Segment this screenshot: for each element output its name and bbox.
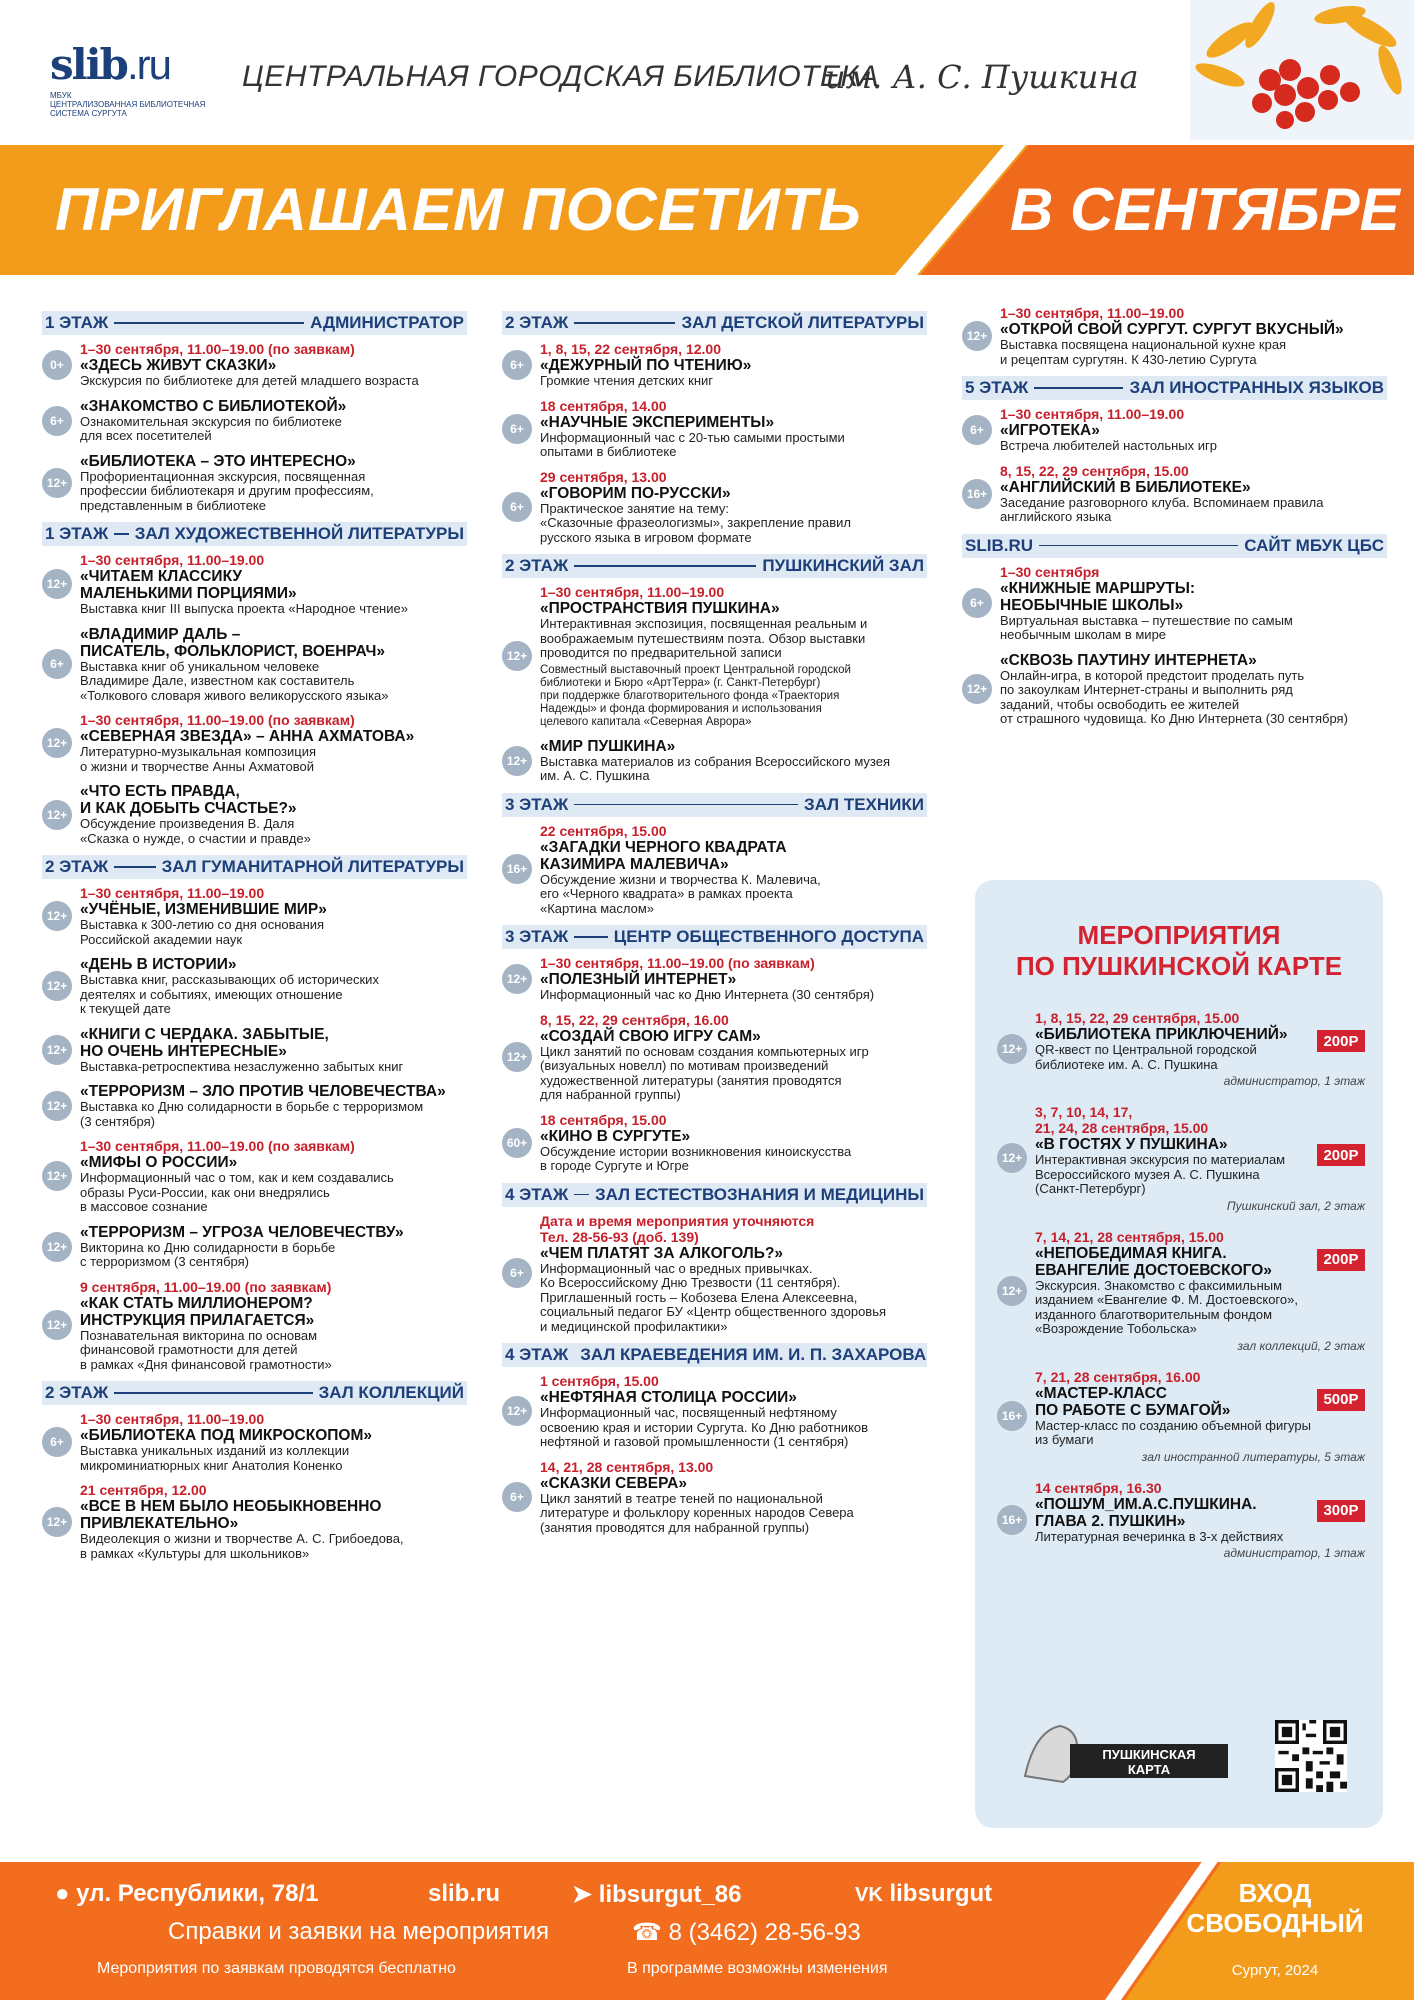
event-title: «ЧТО ЕСТЬ ПРАВДА, И КАК ДОБЫТЬ СЧАСТЬЕ?» [80,783,297,817]
section-header [42,522,467,546]
pushkin-card-title: МЕРОПРИЯТИЯ ПО ПУШКИНСКОЙ КАРТЕ [1015,920,1343,981]
section-rule [574,1194,589,1196]
event-title: «НАУЧНЫЕ ЭКСПЕРИМЕНТЫ» [540,413,775,431]
event-title: «ПРОСТРАНСТВИЯ ПУШКИНА» [540,600,780,617]
age-rating-badge: 12+ [962,674,992,704]
age-rating-badge: 12+ [997,1276,1027,1306]
event-description: Информационный час, посвященный нефтяному освоению края и истории Сургута. Ко Дню работников нефтяной и газовой промышленности (1 сентября) [540,1405,869,1449]
event-item[interactable] [502,1112,927,1174]
event-title: «ПОЛЕЗНЫЙ ИНТЕРНЕТ» [540,971,737,988]
event-title: «СЕВЕРНАЯ ЗВЕЗДА» – АННА АХМАТОВА» [80,728,415,745]
free-entry: ВХОД СВОБОДНЫЙ [1186,1878,1364,1938]
event-location: администратор, 1 этаж [1223,1074,1365,1088]
section-hall: ПУШКИНСКИЙ ЗАЛ [762,556,924,575]
event-title: «СОЗДАЙ СВОЮ ИГРУ САМ» [540,1027,761,1045]
section-rule [114,1392,312,1394]
age-rating-badge: 6+ [962,588,992,618]
header [0,0,1414,145]
event-title: «КИНО В СУРГУТЕ» [540,1127,691,1145]
event-title: «АНГЛИЙСКИЙ В БИБЛИОТЕКЕ» [1000,478,1251,496]
event-title: «МИФЫ О РОССИИ» [80,1154,238,1171]
event-item[interactable] [502,341,927,389]
section-hall: ЗАЛ ИНОСТРАННЫХ ЯЗЫКОВ [1129,378,1384,397]
event-item[interactable] [502,1459,927,1536]
event-title: «ВЛАДИМИР ДАЛЬ – ПИСАТЕЛЬ, ФОЛЬКЛОРИСТ, ВОЕНРАЧ» [80,625,385,660]
price-badge: 300Р [1317,1500,1365,1522]
event-title: «НЕПОБЕДИМАЯ КНИГА. ЕВАНГЕЛИЕ ДОСТОЕВСКОГО» [1035,1244,1272,1279]
event-item[interactable] [42,1411,467,1473]
event-description: Встреча любителей настольных игр [1000,438,1217,453]
column-right [962,305,1387,736]
pushkin-card-line2: КАРТА [1127,1762,1171,1777]
section-header [502,793,927,817]
qr-code[interactable] [1275,1720,1347,1792]
address-text: ул. Республики, 78/1 [76,1880,319,1907]
event-date: Дата и время мероприятия уточняются Тел. 28-56-93 (доб. 139) [540,1212,815,1245]
event-item[interactable] [42,1224,467,1270]
address [55,1880,318,1908]
section-hall: ЗАЛ КРАЕВЕДЕНИЯ ИМ. И. П. ЗАХАРОВА [580,1345,927,1364]
event-title: «СКАЗКИ СЕВЕРА» [540,1474,687,1492]
event-description: Экскурсия. Знакомство с факсимильным изданием «Евангелие Ф. М. Достоевского», изданного благотворительным фондом «Возрождение Тобольска» [1035,1277,1298,1336]
age-rating-badge: 6+ [502,492,532,522]
event-description: Интерактивная экскурсия по материалам Всероссийского музея А. С. Пушкина (Санкт-Петербург) [1035,1152,1286,1196]
event-date: 8, 15, 22, 29 сентября, 15.00 [1000,462,1189,479]
event-title: «ВСЕ В НЕМ БЫЛО НЕОБЫКНОВЕННО ПРИВЛЕКАТЕЛЬНО» [80,1498,382,1532]
event-description: Выставка материалов из собрания Всероссийского музея им. А. С. Пушкина [540,753,891,783]
location-pin-icon: ● [55,1880,70,1907]
section-hall: ЗАЛ ТЕХНИКИ [804,794,924,814]
event-description: Литературно-музыкальная композиция о жизни и творчестве Анны Ахматовой [80,744,317,774]
age-rating-badge: 0+ [42,350,72,380]
event-description: Выставка книг об уникальном человеке Владимире Дале, известном как составитель «Толкового словаря живого великорусского языка» [80,658,389,703]
event-title: «КАК СТАТЬ МИЛЛИОНЕРОМ? ИНСТРУКЦИЯ ПРИЛАГАЕТСЯ» [80,1294,315,1329]
rowan-branch-illustration [1190,0,1414,140]
pushkin-card-panel [975,880,1383,1828]
event-description: Литературная вечеринка в 3-х действиях [1035,1528,1284,1544]
event-date: 9 сентября, 11.00–19.00 (по заявкам) [80,1278,332,1295]
event-item[interactable] [997,1229,1365,1353]
section-rule [574,565,756,567]
event-title: «ЗДЕСЬ ЖИВУТ СКАЗКИ» [80,357,277,374]
event-description: Познавательная викторина по основам финансовой грамотности для детей в рамках «Дня финансовой грамотности» [80,1327,332,1372]
event-item[interactable] [42,398,467,444]
section-rule [114,322,304,324]
price-badge: 200Р [1317,1030,1365,1052]
event-item[interactable] [42,453,467,514]
age-rating-badge: 12+ [962,321,992,351]
event-title: «ЧЕМ ПЛАТЯТ ЗА АЛКОГОЛЬ?» [540,1244,784,1262]
event-title: «ТЕРРОРИЗМ – ЗЛО ПРОТИВ ЧЕЛОВЕЧЕСТВА» [80,1083,446,1100]
phone-number: 8 (3462) 28-56-93 [668,1919,861,1946]
age-rating-badge: 6+ [502,350,532,380]
section-floor: 3 ЭТАЖ [505,794,569,814]
pushkin-events-list [975,1010,1383,1560]
logo-sub-1: МБУК [50,91,72,100]
event-description: Цикл занятий по основам создания компьютерных игр (визуальных новелл) по мотивам произведений художественной литературы (занятия проводятся для набранной группы) [540,1043,869,1102]
section-header [962,376,1387,400]
event-item[interactable] [42,956,467,1017]
age-rating-badge: 12+ [502,1396,532,1426]
age-rating-badge: 12+ [42,800,72,830]
section-header [42,311,467,335]
event-description: QR-квест по Центральной городской библиотеке им. А. С. Пушкина [1035,1042,1257,1072]
age-rating-badge: 6+ [962,415,992,445]
pushkin-card-logo[interactable] [1015,1716,1235,1786]
event-item[interactable] [502,823,927,917]
event-item[interactable] [42,552,467,617]
event-description: Информационный час ко Дню Интернета (30 сентября) [540,987,875,1002]
event-description: Громкие чтения детских книг [540,373,714,388]
event-date: 7, 14, 21, 28 сентября, 15.00 [1035,1228,1224,1245]
event-item[interactable] [42,1083,467,1129]
event-date: 1–30 сентября, 11.00–19.00 [540,584,725,600]
section-hall: ЗАЛ КОЛЛЕКЦИЙ [318,1383,464,1402]
event-description: Выставка-ретроспектива незаслуженно забытых книг [80,1058,404,1074]
event-date: 14 сентября, 16.30 [1035,1479,1162,1496]
event-title: «БИБЛИОТЕКА ПРИКЛЮЧЕНИЙ» [1035,1026,1288,1043]
section-hall: АДМИНИСТРАТОР [310,313,464,332]
event-title: «ЧИТАЕМ КЛАССИКУ МАЛЕНЬКИМИ ПОРЦИЯМИ» [80,568,297,602]
event-title: «КНИЖНЫЕ МАРШРУТЫ: НЕОБЫЧНЫЕ ШКОЛЫ» [1000,579,1196,614]
phone-icon: ☎ [632,1919,662,1946]
age-rating-badge: 12+ [997,1143,1027,1173]
event-description: Информационный час о том, как и кем создавались образы Руси-России, как они внедрялись в массовое сознание [80,1170,394,1214]
age-rating-badge: 12+ [42,1091,72,1121]
event-title: «ЗНАКОМСТВО С БИБЛИОТЕКОЙ» [80,397,347,415]
vk-icon: VK [855,1884,883,1906]
event-description: Информационный час о вредных привычках. Ко Всероссийскому Дню Трезвости (11 сентября). Приглашенный гость – Кобозева Елена Алексеевна, социальный педагог БУ «Центр общественного здоровья и медицинской профилактики» [540,1260,887,1334]
age-rating-badge: 6+ [502,1482,532,1512]
event-item[interactable] [502,398,927,460]
event-title: «ДЕНЬ В ИСТОРИИ» [80,956,237,973]
event-item[interactable] [502,955,927,1003]
event-item[interactable] [997,1010,1365,1088]
age-rating-badge: 16+ [502,854,532,884]
section-header [502,1183,927,1207]
banner-month-text: В СЕНТЯБРЕ [1010,176,1400,243]
age-rating-badge: 6+ [42,649,72,679]
event-title: «КНИГИ С ЧЕРДАКА. ЗАБЫТЫЕ, НО ОЧЕНЬ ИНТЕРЕСНЫЕ» [80,1025,329,1060]
event-item[interactable] [42,626,467,704]
event-date: 8, 15, 22, 29 сентября, 16.00 [540,1011,729,1028]
logo-ru: .ru [126,41,170,88]
age-rating-badge: 12+ [42,971,72,1001]
column-left [42,305,467,1570]
telegram-link[interactable] [572,1880,741,1909]
price-badge: 500Р [1317,1389,1365,1411]
event-description: Практическое занятие на тему: «Сказочные фразеологизмы», закрепление правил русского языка в игровом формате [540,500,851,545]
note-free: Мероприятия по заявкам проводятся бесплатно [97,1960,456,1977]
age-rating-badge: 12+ [42,468,72,498]
section-header [502,925,927,949]
section-header [42,855,467,879]
age-rating-badge: 16+ [962,479,992,509]
section-header [502,311,927,335]
event-item[interactable] [997,1480,1365,1561]
age-rating-badge: 12+ [502,746,532,776]
event-title: «УЧЁНЫЕ, ИЗМЕНИВШИЕ МИР» [80,901,327,918]
event-date: 1–30 сентября, 11.00–19.00 (по заявкам) [80,341,355,357]
section-hall: САЙТ МБУК ЦБС [1244,535,1384,555]
footer [0,1862,1414,2000]
section-hall: ЗАЛ ГУМАНИТАРНОЙ ЛИТЕРАТУРЫ [161,857,464,876]
age-rating-badge: 16+ [997,1401,1027,1431]
section-floor: 4 ЭТАЖ [505,1345,569,1364]
event-date: 1 сентября, 15.00 [540,1373,659,1389]
age-rating-badge: 12+ [42,1232,72,1262]
event-item[interactable] [42,1279,467,1373]
section-header [42,1381,467,1405]
banner-invite-text: ПРИГЛАШАЕМ ПОСЕТИТЬ [55,176,862,243]
logo-sub-2: ЦЕНТРАЛИЗОВАННАЯ БИБЛИОТЕЧНАЯ [50,100,206,109]
age-rating-badge: 60+ [502,1128,532,1158]
column-middle [502,305,927,1544]
library-signature: им. А. С. Пушкина [825,58,1139,96]
event-item[interactable] [502,1373,927,1450]
vk-link[interactable] [855,1880,992,1908]
event-item[interactable] [42,712,467,774]
price-badge: 200Р [1317,1144,1365,1166]
event-title: «МАСТЕР-КЛАСС ПО РАБОТЕ С БУМАГОЙ» [1035,1384,1231,1419]
info-text: Справки и заявки на мероприятия [168,1918,550,1945]
event-date: 1–30 сентября, 11.00–19.00 (по заявкам) [540,955,815,971]
section-rule [1039,545,1238,547]
age-rating-badge: 12+ [42,728,72,758]
event-item[interactable] [42,885,467,947]
event-location: администратор, 1 этаж [1223,1546,1365,1560]
event-title: «ЗАГАДКИ ЧЕРНОГО КВАДРАТА КАЗИМИРА МАЛЕВИЧА» [540,838,787,873]
vk-handle: libsurgut [889,1880,993,1907]
event-item[interactable] [502,738,927,784]
event-description: Викторина ко Дню солидарности в борьбе с терроризмом (3 сентября) [80,1239,336,1269]
section-rule [574,804,798,806]
event-description: Обсуждение истории возникновения киноискусства в городе Сургуте и Югре [540,1143,852,1173]
age-rating-badge: 6+ [502,414,532,444]
event-date: 22 сентября, 15.00 [540,822,667,839]
section-rule [574,936,608,938]
age-rating-badge: 12+ [502,1042,532,1072]
event-date: 18 сентября, 15.00 [540,1111,667,1128]
pushkin-card-line1: ПУШКИНСКАЯ [1102,1747,1196,1762]
event-description: Мастер-класс по созданию объемной фигуры из бумаги [1035,1417,1311,1447]
age-rating-badge: 12+ [502,641,532,671]
section-floor: 2 ЭТАЖ [45,857,109,876]
event-description: Выставка ко Дню солидарности в борьбе с терроризмом (3 сентября) [80,1099,424,1129]
section-floor: 2 ЭТАЖ [45,1383,109,1402]
phone[interactable] [632,1918,861,1947]
event-location: Пушкинский зал, 2 этаж [1226,1198,1365,1213]
section-floor: 1 ЭТАЖ [45,524,109,543]
section-floor: 5 ЭТАЖ [965,378,1029,397]
event-item[interactable] [502,1012,927,1103]
library-logo[interactable] [50,40,210,120]
event-date: 29 сентября, 13.00 [540,468,667,485]
age-rating-badge: 12+ [42,1035,72,1065]
site-link[interactable]: slib.ru [428,1880,501,1907]
event-date: 7, 21, 28 сентября, 16.00 [1035,1368,1201,1385]
section-floor: 2 ЭТАЖ [505,556,569,575]
telegram-icon: ➤ [572,1881,593,1908]
event-item[interactable] [962,463,1387,525]
event-description: Заседание разговорного клуба. Вспоминаем правила английского языка [1000,494,1324,524]
event-item[interactable] [42,1482,467,1561]
event-description: Выставка посвящена национальной кухне края и рецептам сургутян. К 430-летию Сургута [1000,337,1287,367]
event-description: Онлайн-игра, в которой предстоит проделать путь по закоулкам Интернет-страны и выполнить ряд заданий, чтобы освободить ее жителей от страшного чудовища. Ко Дню Интернета (30 сентября) [1000,667,1348,726]
logo-text: slib [50,40,127,89]
event-description: Виртуальная выставка – путешествие по самым необычным школам в мире [1000,612,1293,642]
event-title: «В ГОСТЯХ У ПУШКИНА» [1035,1136,1228,1153]
event-date: 1–30 сентября, 11.00–19.00 [1000,406,1185,422]
event-item[interactable] [962,406,1387,454]
event-item[interactable] [42,1138,467,1215]
event-title: «ИГРОТЕКА» [1000,422,1100,439]
event-title: «ОТКРОЙ СВОЙ СУРГУТ. СУРГУТ ВКУСНЫЙ» [1000,321,1344,338]
section-rule [114,866,155,868]
event-item[interactable] [42,341,467,389]
event-date: 3, 7, 10, 14, 17, 21, 24, 28 сентября, 15.00 [1035,1104,1209,1136]
event-item[interactable] [502,1213,927,1335]
age-rating-badge: 12+ [42,569,72,599]
section-hall: ЗАЛ ХУДОЖЕСТВЕННОЙ ЛИТЕРАТУРЫ [134,524,464,543]
age-rating-badge: 12+ [502,964,532,994]
title-banner [0,145,1414,275]
section-rule [1034,387,1123,389]
event-description: Цикл занятий в театре теней по национальной литературе и фольклору коренных народов Севера (занятия проводятся для набранной группы) [540,1490,854,1535]
price-badge: 200Р [1317,1249,1365,1271]
event-title: «ТЕРРОРИЗМ – УГРОЗА ЧЕЛОВЕЧЕСТВУ» [80,1223,404,1241]
event-item[interactable] [42,783,467,846]
age-rating-badge: 6+ [42,406,72,436]
event-note: Совместный выставочный проект Центральной городской библиотеки и Бюро «АртТерра» (г. Санкт-Петербург) при поддержке благотворительного фонда «Траектория Надежды» и фонда формирования и использования целевого капитала «Северная Аврора» [540,663,851,728]
note-changes: В программе возможны изменения [627,1960,888,1977]
event-description: Интерактивная экспозиция, посвященная реальным и воображаемым путешествиям поэта. Обзор выставки проводится по предварительной записи [540,616,868,660]
event-item[interactable] [962,305,1387,367]
event-title: «СКВОЗЬ ПАУТИНУ ИНТЕРНЕТА» [1000,651,1257,669]
section-hall: ЗАЛ ДЕТСКОЙ ЛИТЕРАТУРЫ [681,313,924,332]
event-date: 1–30 сентября, 11.00–19.00 (по заявкам) [80,1138,355,1154]
event-date: 1–30 сентября, 11.00–19.00 (по заявкам) [80,712,355,728]
event-title: «БИБЛИОТЕКА ПОД МИКРОСКОПОМ» [80,1427,372,1444]
age-rating-badge: 12+ [42,1161,72,1191]
event-title: «НЕФТЯНАЯ СТОЛИЦА РОССИИ» [540,1389,797,1406]
event-description: Выставка к 300-летию со дня основания Российской академии наук [80,917,325,947]
event-title: «МИР ПУШКИНА» [540,737,676,755]
age-rating-badge: 6+ [502,1258,532,1288]
event-location: зал коллекций, 2 этаж [1237,1338,1365,1353]
event-title: «ДЕЖУРНЫЙ ПО ЧТЕНИЮ» [540,357,752,374]
age-rating-badge: 12+ [42,1507,72,1537]
event-date: 1–30 сентября, 11.00–19.00 [1000,305,1185,321]
section-floor: 1 ЭТАЖ [45,313,109,332]
event-item[interactable] [962,564,1387,643]
event-date: 1–30 сентября, 11.00–19.00 [80,885,265,901]
event-description: Выставка уникальных изданий из коллекции микроминиатюрных книг Анатолия Коненко [80,1443,350,1473]
event-date: 1, 8, 15, 22, 29 сентября, 15.00 [1035,1010,1240,1026]
event-item[interactable] [962,652,1387,727]
event-description: Профориентационная экскурсия, посвященная профессии библиотекаря и другим профессиям, представленным в библиотеке [80,468,374,513]
section-floor: 4 ЭТАЖ [505,1184,569,1204]
logo-sub-3: СИСТЕМА СУРГУТА [50,109,127,118]
section-rule [574,322,675,324]
age-rating-badge: 12+ [42,901,72,931]
event-item[interactable] [997,1369,1365,1464]
event-date: 14, 21, 28 сентября, 13.00 [540,1458,714,1475]
library-title: ЦЕНТРАЛЬНАЯ ГОРОДСКАЯ БИБЛИОТЕКА [242,60,880,93]
event-date: 18 сентября, 14.00 [540,397,667,414]
section-floor: SLIB.RU [965,535,1033,555]
event-location: зал иностранной литературы, 5 этаж [1141,1449,1365,1464]
age-rating-badge: 12+ [997,1034,1027,1064]
event-item[interactable] [42,1026,467,1075]
event-date: 1, 8, 15, 22 сентября, 12.00 [540,341,721,357]
section-hall: ЦЕНТР ОБЩЕСТВЕННОГО ДОСТУПА [613,927,924,946]
age-rating-badge: 16+ [997,1505,1027,1535]
event-description: Экскурсия по библиотеке для детей младшего возраста [80,373,419,388]
event-description: Обсуждение жизни и творчества К. Малевича, его «Черного квадрата» в рамках проекта «Картина маслом» [540,871,821,916]
city-year: Сургут, 2024 [1231,1962,1319,1979]
event-item[interactable] [997,1104,1365,1213]
event-title: «БИБЛИОТЕКА – ЭТО ИНТЕРЕСНО» [80,452,356,470]
section-floor: 2 ЭТАЖ [505,313,569,332]
event-title: «ПОШУМ_ИМ.А.С.ПУШКИНА. ГЛАВА 2. ПУШКИН» [1035,1495,1257,1530]
event-description: Обсуждение произведения В. Даля «Сказка о нужде, о счастии и правде» [80,816,311,846]
event-description: Информационный час с 20-тью самыми простыми опытами в библиотеке [540,429,845,459]
event-description: Выставка книг III выпуска проекта «Народное чтение» [80,601,408,616]
event-date: 1–30 сентября, 11.00–19.00 [80,552,265,568]
section-header [502,554,927,578]
event-date: 1–30 сентября, 11.00–19.00 [80,1411,265,1427]
event-title: «ГОВОРИМ ПО-РУССКИ» [540,484,731,502]
section-floor: 3 ЭТАЖ [505,927,569,946]
event-date: 1–30 сентября [1000,563,1100,580]
age-rating-badge: 12+ [42,1310,72,1340]
event-description: Выставка книг, рассказывающих об исторических деятелях и событиях, имеющих отношение к текущей дате [80,972,379,1016]
event-date: 21 сентября, 12.00 [80,1482,207,1498]
section-rule [114,533,128,535]
event-item[interactable] [502,469,927,546]
section-header [502,1343,927,1367]
age-rating-badge: 6+ [42,1427,72,1457]
section-hall: ЗАЛ ЕСТЕСТВОЗНАНИЯ И МЕДИЦИНЫ [595,1184,924,1204]
event-description: Ознакомительная экскурсия по библиотеке для всех посетителей [80,413,342,443]
event-description: Видеолекция о жизни и творчестве А. С. Грибоедова, в рамках «Культуры для школьников» [80,1531,404,1561]
event-item[interactable] [502,584,927,729]
section-header [962,534,1387,558]
telegram-handle: libsurgut_86 [598,1881,742,1908]
